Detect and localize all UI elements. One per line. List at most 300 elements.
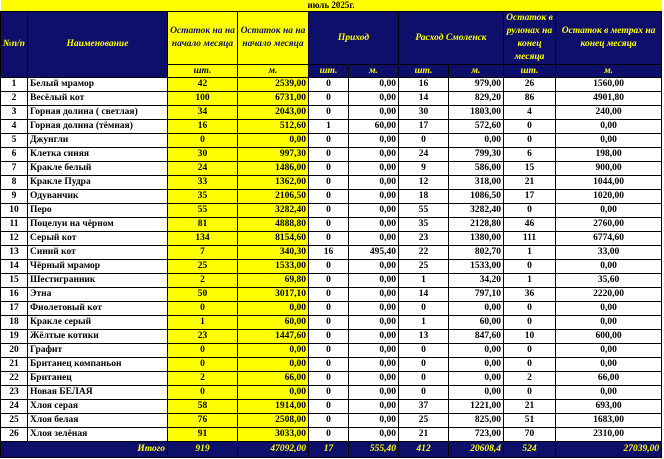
cell-name: Весёлый кот: [28, 92, 168, 106]
total-out-m: 20608,4: [449, 442, 504, 458]
cell-end-rolls: 15: [504, 162, 556, 176]
cell-in-pcs: 0: [309, 274, 349, 288]
cell-start-pcs: 42: [168, 78, 238, 92]
cell-end-rolls: 0: [504, 316, 556, 330]
cell-start-pcs: 55: [168, 204, 238, 218]
cell-name: Поцелуи на чёрном: [28, 218, 168, 232]
cell-end-m: 693,00: [556, 400, 662, 414]
cell-end-rolls: 46: [504, 218, 556, 232]
cell-start-pcs: 134: [168, 232, 238, 246]
header-expense: Расход Смоленск: [399, 12, 504, 65]
cell-start-pcs: 30: [168, 148, 238, 162]
unit-in-pcs: шт.: [309, 65, 349, 78]
cell-in-pcs: 0: [309, 386, 349, 400]
cell-start-pcs: 2: [168, 372, 238, 386]
table-row: [1, 428, 662, 442]
cell-name: Горная долина ( светлая): [28, 106, 168, 120]
cell-name: Джунгли: [28, 134, 168, 148]
cell-start-pcs: 24: [168, 162, 238, 176]
cell-end-m: 33,00: [556, 246, 662, 260]
cell-name: Новая БЕЛАЯ: [28, 386, 168, 400]
cell-in-pcs: 0: [309, 176, 349, 190]
cell-name: Британец компаньон: [28, 358, 168, 372]
cell-start-m: 8154,60: [238, 232, 309, 246]
cell-start-m: 1362,00: [238, 176, 309, 190]
header-end-rolls: Остаток в рулонах на конец месяца: [504, 12, 556, 65]
cell-name: Клетка синяя: [28, 148, 168, 162]
table-row: [1, 134, 662, 148]
cell-start-m: 4888,80: [238, 218, 309, 232]
cell-end-rolls: 10: [504, 330, 556, 344]
cell-in-pcs: 0: [309, 400, 349, 414]
cell-in-pcs: 0: [309, 78, 349, 92]
cell-out-m: 979,00: [449, 78, 504, 92]
cell-in-m: 60,00: [349, 120, 399, 134]
header-name: Наименование: [28, 12, 168, 78]
cell-num: 7: [1, 162, 28, 176]
cell-out-m: 847,60: [449, 330, 504, 344]
cell-in-m: 0,00: [349, 260, 399, 274]
cell-num: 25: [1, 414, 28, 428]
cell-end-m: 6774,60: [556, 232, 662, 246]
cell-in-pcs: 0: [309, 288, 349, 302]
cell-in-m: 0,00: [349, 78, 399, 92]
cell-in-pcs: 0: [309, 232, 349, 246]
cell-out-pcs: 55: [399, 204, 449, 218]
cell-end-rolls: 0: [504, 302, 556, 316]
cell-out-pcs: 0: [399, 344, 449, 358]
cell-in-m: 0,00: [349, 190, 399, 204]
cell-in-pcs: 0: [309, 260, 349, 274]
cell-num: 5: [1, 134, 28, 148]
cell-in-pcs: 0: [309, 134, 349, 148]
cell-end-m: 0,00: [556, 204, 662, 218]
cell-end-rolls: 0: [504, 120, 556, 134]
cell-end-rolls: 0: [504, 386, 556, 400]
cell-out-pcs: 0: [399, 302, 449, 316]
cell-start-pcs: 0: [168, 134, 238, 148]
table-row: [1, 232, 662, 246]
cell-start-pcs: 0: [168, 358, 238, 372]
cell-end-rolls: 21: [504, 400, 556, 414]
cell-in-pcs: 0: [309, 316, 349, 330]
cell-name: Синий кот: [28, 246, 168, 260]
table-row: [1, 344, 662, 358]
cell-in-m: 0,00: [349, 372, 399, 386]
cell-start-m: 1447,60: [238, 330, 309, 344]
cell-out-pcs: 0: [399, 372, 449, 386]
cell-out-m: 1380,00: [449, 232, 504, 246]
cell-out-pcs: 14: [399, 92, 449, 106]
cell-start-m: 3282,40: [238, 204, 309, 218]
cell-end-rolls: 1: [504, 246, 556, 260]
cell-in-m: 0,00: [349, 106, 399, 120]
cell-in-pcs: 0: [309, 344, 349, 358]
cell-name: Фиолетовый кот: [28, 302, 168, 316]
cell-in-m: 0,00: [349, 232, 399, 246]
cell-start-m: 1533,00: [238, 260, 309, 274]
cell-end-m: 0,00: [556, 316, 662, 330]
cell-start-pcs: 16: [168, 120, 238, 134]
cell-start-m: 512,60: [238, 120, 309, 134]
cell-out-m: 723,00: [449, 428, 504, 442]
cell-name: Этна: [28, 288, 168, 302]
cell-num: 14: [1, 260, 28, 274]
unit-start-pcs: шт.: [168, 65, 238, 78]
table-row: [1, 400, 662, 414]
cell-in-pcs: 0: [309, 148, 349, 162]
cell-out-m: 0,00: [449, 302, 504, 316]
cell-end-rolls: 0: [504, 134, 556, 148]
cell-end-m: 0,00: [556, 358, 662, 372]
cell-start-pcs: 1: [168, 316, 238, 330]
table-row: [1, 302, 662, 316]
cell-end-rolls: 4: [504, 106, 556, 120]
cell-start-m: 1486,00: [238, 162, 309, 176]
cell-start-pcs: 25: [168, 260, 238, 274]
cell-out-pcs: 14: [399, 288, 449, 302]
cell-in-m: 0,00: [349, 92, 399, 106]
cell-out-pcs: 21: [399, 428, 449, 442]
cell-in-pcs: 0: [309, 414, 349, 428]
cell-in-pcs: 0: [309, 162, 349, 176]
cell-out-pcs: 25: [399, 260, 449, 274]
cell-start-pcs: 35: [168, 190, 238, 204]
cell-num: 13: [1, 246, 28, 260]
cell-start-m: 0,00: [238, 344, 309, 358]
cell-out-pcs: 0: [399, 386, 449, 400]
cell-start-pcs: 81: [168, 218, 238, 232]
cell-out-pcs: 1: [399, 274, 449, 288]
cell-num: 9: [1, 190, 28, 204]
unit-end-pcs: шт.: [504, 65, 556, 78]
unit-out-pcs: шт.: [399, 65, 449, 78]
table-row: [1, 78, 662, 92]
cell-start-m: 0,00: [238, 134, 309, 148]
cell-name: Кракле серый: [28, 316, 168, 330]
cell-out-pcs: 35: [399, 218, 449, 232]
table-row: [1, 358, 662, 372]
cell-end-m: 0,00: [556, 134, 662, 148]
cell-out-pcs: 0: [399, 358, 449, 372]
cell-start-pcs: 34: [168, 106, 238, 120]
cell-end-m: 2310,00: [556, 428, 662, 442]
cell-num: 12: [1, 232, 28, 246]
cell-start-m: 340,30: [238, 246, 309, 260]
cell-out-m: 799,30: [449, 148, 504, 162]
unit-end-m: м.: [556, 65, 662, 78]
cell-end-m: 4901,80: [556, 92, 662, 106]
cell-in-m: 495,40: [349, 246, 399, 260]
cell-out-pcs: 16: [399, 78, 449, 92]
cell-out-pcs: 18: [399, 190, 449, 204]
cell-name: Кракле белый: [28, 162, 168, 176]
cell-num: 16: [1, 288, 28, 302]
unit-in-m: м.: [349, 65, 399, 78]
cell-out-m: 586,00: [449, 162, 504, 176]
cell-name: Горная долина (тёмная): [28, 120, 168, 134]
cell-end-rolls: 26: [504, 78, 556, 92]
report-title: июль 2025г.: [1, 0, 662, 12]
cell-out-m: 1803,00: [449, 106, 504, 120]
table-row: [1, 218, 662, 232]
cell-out-pcs: 30: [399, 106, 449, 120]
total-start-pcs: 919: [168, 442, 238, 458]
cell-end-rolls: 0: [504, 358, 556, 372]
cell-end-m: 0,00: [556, 120, 662, 134]
table-row: [1, 120, 662, 134]
cell-name: Хлоя белая: [28, 414, 168, 428]
cell-start-m: 3017,10: [238, 288, 309, 302]
cell-num: 18: [1, 316, 28, 330]
total-out-pcs: 412: [399, 442, 449, 458]
cell-in-pcs: 1: [309, 120, 349, 134]
table-row: [1, 176, 662, 190]
cell-out-pcs: 22: [399, 246, 449, 260]
cell-end-rolls: 70: [504, 428, 556, 442]
table-row: [1, 330, 662, 344]
cell-in-m: 0,00: [349, 176, 399, 190]
table-row: [1, 190, 662, 204]
cell-num: 22: [1, 372, 28, 386]
cell-out-m: 34,20: [449, 274, 504, 288]
cell-start-m: 997,30: [238, 148, 309, 162]
cell-num: 2: [1, 92, 28, 106]
cell-in-m: 0,00: [349, 386, 399, 400]
cell-out-pcs: 0: [399, 134, 449, 148]
cell-end-m: 0,00: [556, 260, 662, 274]
cell-num: 6: [1, 148, 28, 162]
cell-num: 4: [1, 120, 28, 134]
cell-start-m: 2106,50: [238, 190, 309, 204]
header-start-pcs: Остаток на на начало месяца: [168, 12, 238, 65]
table-row: [1, 162, 662, 176]
header-row: [1, 12, 662, 65]
cell-in-pcs: 16: [309, 246, 349, 260]
cell-start-m: 2043,00: [238, 106, 309, 120]
cell-end-rolls: 6: [504, 148, 556, 162]
cell-out-pcs: 1: [399, 316, 449, 330]
cell-num: 10: [1, 204, 28, 218]
cell-num: 3: [1, 106, 28, 120]
cell-out-pcs: 13: [399, 330, 449, 344]
cell-end-m: 1560,00: [556, 78, 662, 92]
cell-out-m: 1221,00: [449, 400, 504, 414]
cell-end-m: 35,60: [556, 274, 662, 288]
cell-end-m: 0,00: [556, 386, 662, 400]
cell-in-m: 0,00: [349, 204, 399, 218]
cell-end-m: 66,00: [556, 372, 662, 386]
table-row: [1, 92, 662, 106]
cell-end-m: 240,00: [556, 106, 662, 120]
cell-in-m: 0,00: [349, 288, 399, 302]
table-row: [1, 260, 662, 274]
cell-out-m: 825,00: [449, 414, 504, 428]
cell-name: Жёлтые котики: [28, 330, 168, 344]
cell-out-m: 0,00: [449, 344, 504, 358]
table-row: [1, 386, 662, 400]
cell-name: Чёрный мрамор: [28, 260, 168, 274]
total-end-m: 27039,00: [556, 442, 662, 458]
cell-start-m: 0,00: [238, 358, 309, 372]
cell-in-m: 0,00: [349, 414, 399, 428]
cell-out-m: 1086,50: [449, 190, 504, 204]
cell-end-rolls: 2: [504, 372, 556, 386]
table-row: [1, 414, 662, 428]
cell-out-pcs: 25: [399, 414, 449, 428]
cell-end-m: 2760,00: [556, 218, 662, 232]
cell-num: 8: [1, 176, 28, 190]
header-num: №п/п: [1, 12, 28, 78]
total-in-pcs: 17: [309, 442, 349, 458]
cell-out-m: 3282,40: [449, 204, 504, 218]
cell-start-pcs: 0: [168, 344, 238, 358]
cell-in-m: 0,00: [349, 162, 399, 176]
cell-in-m: 0,00: [349, 428, 399, 442]
table-row: [1, 372, 662, 386]
header-income: Приход: [309, 12, 399, 65]
total-start-m: 47092,00: [238, 442, 309, 458]
totals-row: [1, 442, 662, 458]
cell-in-pcs: 0: [309, 428, 349, 442]
cell-end-m: 900,00: [556, 162, 662, 176]
title-row: [1, 0, 662, 12]
cell-start-pcs: 58: [168, 400, 238, 414]
cell-start-pcs: 0: [168, 386, 238, 400]
cell-num: 26: [1, 428, 28, 442]
cell-name: Британец: [28, 372, 168, 386]
cell-start-m: 69,80: [238, 274, 309, 288]
cell-out-pcs: 17: [399, 120, 449, 134]
cell-start-pcs: 7: [168, 246, 238, 260]
cell-num: 20: [1, 344, 28, 358]
cell-in-m: 0,00: [349, 274, 399, 288]
cell-in-m: 0,00: [349, 330, 399, 344]
cell-name: Кракле Пудра: [28, 176, 168, 190]
cell-start-pcs: 91: [168, 428, 238, 442]
cell-in-m: 0,00: [349, 316, 399, 330]
cell-in-pcs: 0: [309, 330, 349, 344]
table-row: [1, 106, 662, 120]
cell-end-rolls: 0: [504, 204, 556, 218]
header-end-m: Остаток в метрах на конец месяца: [556, 12, 662, 65]
cell-out-m: 0,00: [449, 372, 504, 386]
cell-start-pcs: 2: [168, 274, 238, 288]
cell-end-m: 0,00: [556, 344, 662, 358]
cell-end-rolls: 111: [504, 232, 556, 246]
cell-start-m: 0,00: [238, 386, 309, 400]
cell-start-pcs: 100: [168, 92, 238, 106]
cell-num: 23: [1, 386, 28, 400]
cell-out-m: 1533,00: [449, 260, 504, 274]
cell-out-pcs: 24: [399, 148, 449, 162]
cell-start-pcs: 50: [168, 288, 238, 302]
cell-start-m: 3033,00: [238, 428, 309, 442]
cell-start-m: 2539,00: [238, 78, 309, 92]
cell-in-pcs: 0: [309, 190, 349, 204]
cell-name: Хлоя зелёная: [28, 428, 168, 442]
table-row: [1, 246, 662, 260]
cell-end-m: 1683,00: [556, 414, 662, 428]
cell-start-pcs: 0: [168, 302, 238, 316]
cell-end-m: 198,00: [556, 148, 662, 162]
cell-start-pcs: 33: [168, 176, 238, 190]
cell-out-pcs: 12: [399, 176, 449, 190]
cell-end-rolls: 0: [504, 260, 556, 274]
cell-in-m: 0,00: [349, 134, 399, 148]
header-start-m: Остаток на на начало месяца: [238, 12, 309, 65]
cell-in-pcs: 0: [309, 372, 349, 386]
cell-out-pcs: 23: [399, 232, 449, 246]
cell-out-m: 60,00: [449, 316, 504, 330]
table-row: [1, 288, 662, 302]
cell-num: 24: [1, 400, 28, 414]
cell-out-m: 318,00: [449, 176, 504, 190]
cell-name: Хлоя серая: [28, 400, 168, 414]
cell-end-rolls: 1: [504, 274, 556, 288]
cell-in-m: 0,00: [349, 358, 399, 372]
cell-in-pcs: 0: [309, 106, 349, 120]
cell-name: Серый кот: [28, 232, 168, 246]
table-row: [1, 274, 662, 288]
cell-name: Белый мрамор: [28, 78, 168, 92]
cell-in-pcs: 0: [309, 358, 349, 372]
cell-name: Шестигранник: [28, 274, 168, 288]
cell-start-m: 1914,00: [238, 400, 309, 414]
cell-in-pcs: 0: [309, 302, 349, 316]
cell-out-m: 0,00: [449, 358, 504, 372]
cell-out-m: 0,00: [449, 386, 504, 400]
cell-num: 19: [1, 330, 28, 344]
table-row: [1, 148, 662, 162]
table-row: [1, 204, 662, 218]
cell-in-m: 0,00: [349, 302, 399, 316]
cell-start-m: 6731,00: [238, 92, 309, 106]
cell-end-rolls: 21: [504, 176, 556, 190]
cell-num: 11: [1, 218, 28, 232]
cell-out-m: 829,20: [449, 92, 504, 106]
unit-start-m: м.: [238, 65, 309, 78]
cell-end-m: 0,00: [556, 302, 662, 316]
cell-num: 1: [1, 78, 28, 92]
cell-name: Одуванчик: [28, 190, 168, 204]
cell-end-m: 1044,00: [556, 176, 662, 190]
unit-out-m: м.: [449, 65, 504, 78]
cell-in-pcs: 0: [309, 218, 349, 232]
cell-end-rolls: 51: [504, 414, 556, 428]
cell-in-pcs: 0: [309, 92, 349, 106]
cell-start-m: 2508,00: [238, 414, 309, 428]
cell-start-pcs: 23: [168, 330, 238, 344]
table-row: [1, 316, 662, 330]
cell-start-m: 0,00: [238, 302, 309, 316]
cell-out-m: 572,60: [449, 120, 504, 134]
cell-end-rolls: 17: [504, 190, 556, 204]
cell-out-pcs: 9: [399, 162, 449, 176]
cell-in-m: 0,00: [349, 400, 399, 414]
cell-out-pcs: 37: [399, 400, 449, 414]
cell-in-pcs: 0: [309, 204, 349, 218]
cell-end-rolls: 86: [504, 92, 556, 106]
cell-end-rolls: 0: [504, 344, 556, 358]
cell-in-m: 0,00: [349, 148, 399, 162]
cell-in-m: 0,00: [349, 218, 399, 232]
cell-start-m: 60,00: [238, 316, 309, 330]
cell-end-m: 1020,00: [556, 190, 662, 204]
cell-end-m: 600,00: [556, 330, 662, 344]
cell-out-m: 797,10: [449, 288, 504, 302]
cell-name: Перо: [28, 204, 168, 218]
